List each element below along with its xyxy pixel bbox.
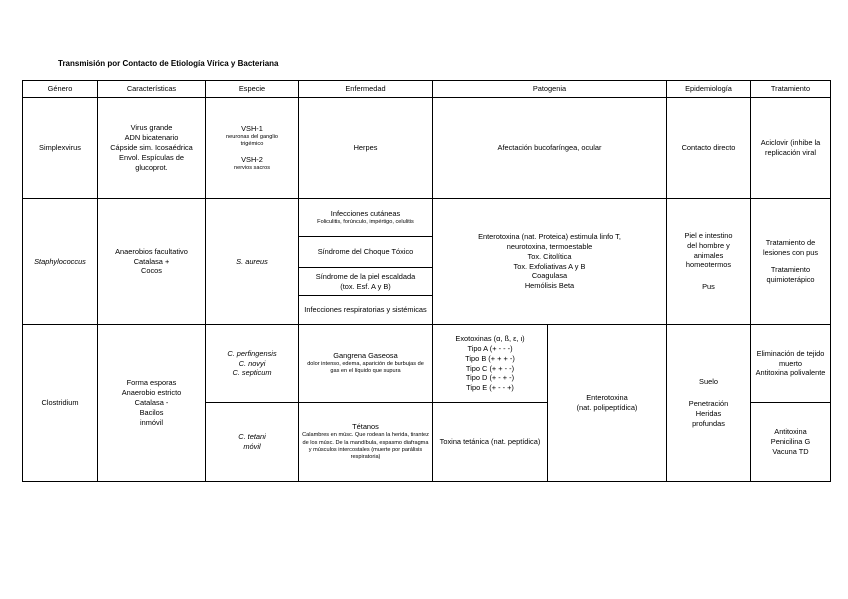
simplexvirus-especie: VSH-1 neuronas del ganglio trigémico VSH-2 nervios sacros <box>226 123 278 172</box>
staphylococcus-genero: Staphylococcus <box>34 256 86 266</box>
staph-sindrome-piel: Síndrome de la piel escaldada (tox. Esf. A y B) <box>315 271 416 291</box>
header-genero: Género <box>47 84 73 93</box>
staphylococcus-epidemiologia: Piel e intestino del hombre y animales homeotermos Pus <box>684 230 733 292</box>
staphylococcus-tratamiento: Tratamiento de lesiones con pus Tratamiento quimioterápico <box>762 238 819 284</box>
simplexvirus-caracteristicas: Virus grande ADN bicatenario Cápside sim. Icosaédrica Envol. Espículas de glucoprot. <box>110 123 193 172</box>
clostridium-genero: Clostridium <box>41 398 79 407</box>
header-patogenia: Patogenia <box>532 84 567 93</box>
clostridium-caracteristicas: Forma esporas Anaerobio estricto Catalasa - Bacilos inmóvil <box>121 378 182 427</box>
simplexvirus-enfermedad: Herpes <box>353 143 378 152</box>
clostridium-enterotoxina: Enterotoxina (nat. polipeptídica) <box>576 393 638 412</box>
clostridium-epidemiologia: Suelo Penetración Heridas profundas <box>688 377 729 428</box>
simplexvirus-patogenia: Afectación bucofaríngea, ocular <box>497 143 602 152</box>
clostridium-especie-gangrena: C. perfingensis C. novyi C. septicum <box>227 348 277 378</box>
clostridium-gangrena-gaseosa: Gangrena Gaseosa dolor intenso, edema, aparición de burbujas de gas en el líquido que supura <box>307 351 424 375</box>
clostridium-tetanos: Tétanos Calambres en músc. Que rodean la herida, tirantez de los músc. De la mandíbula, espasmo diafragma y músculos intercostales (muerte por parálisis respiratoria) <box>302 422 429 461</box>
staph-infecciones-cutaneas: Infecciones cutáneas Foliculitis, forúnculo, impértigo, celulitis <box>317 208 414 225</box>
header-especie: Especie <box>238 84 266 93</box>
simplexvirus-tratamiento: Aciclovir (inhibe la replicación viral <box>760 138 821 157</box>
etiology-table <box>22 80 831 482</box>
simplexvirus-epidemiologia: Contacto directo <box>681 143 736 152</box>
page-title: Transmisión por Contacto de Etiología Vírica y Bacteriana <box>58 59 279 68</box>
header-epidemiologia: Epidemiología <box>685 84 732 93</box>
staph-infecciones-respiratorias: Infecciones respiratorias y sistémicas <box>304 305 427 314</box>
clostridium-tratamiento-gangrena: Eliminación de tejido muerto Antitoxina polivalente <box>755 348 826 378</box>
staphylococcus-especie: S. aureus <box>236 256 268 266</box>
header-caracteristicas: Características <box>126 84 177 93</box>
staph-sindrome-choque: Síndrome del Choque Tóxico <box>317 247 414 256</box>
clostridium-tratamiento-tetanos: Antitoxina Penicilina G Vacuna TD <box>770 427 811 456</box>
staphylococcus-caracteristicas: Anaerobios facultativo Catalasa + Cocos <box>115 246 188 276</box>
staphylococcus-patogenia: Enterotoxina (nat. Proteica) estimula linfo T, neurotoxina, termoestable Tox. Citolítica Tox. Exfoliativas A y B Coagulasa Hemólisis Beta <box>478 231 621 291</box>
simplexvirus-genero: Simplexvirus <box>39 143 81 152</box>
header-tratamiento: Tratamiento <box>770 84 811 93</box>
clostridium-especie-tetani: C. tetani móvil <box>238 432 266 451</box>
clostridium-toxina-tetanica: Toxina tetánica (nat. peptídica) <box>439 437 541 446</box>
clostridium-exotoxinas: Exotoxinas (α, ß, ε, ι) Tipo A (+ - - -) Tipo B (+ + + -) Tipo C (+ + - -) Tipo D (+ - + -) Tipo E (+ - - +) <box>455 333 525 393</box>
header-enfermedad: Enfermedad <box>345 84 386 93</box>
